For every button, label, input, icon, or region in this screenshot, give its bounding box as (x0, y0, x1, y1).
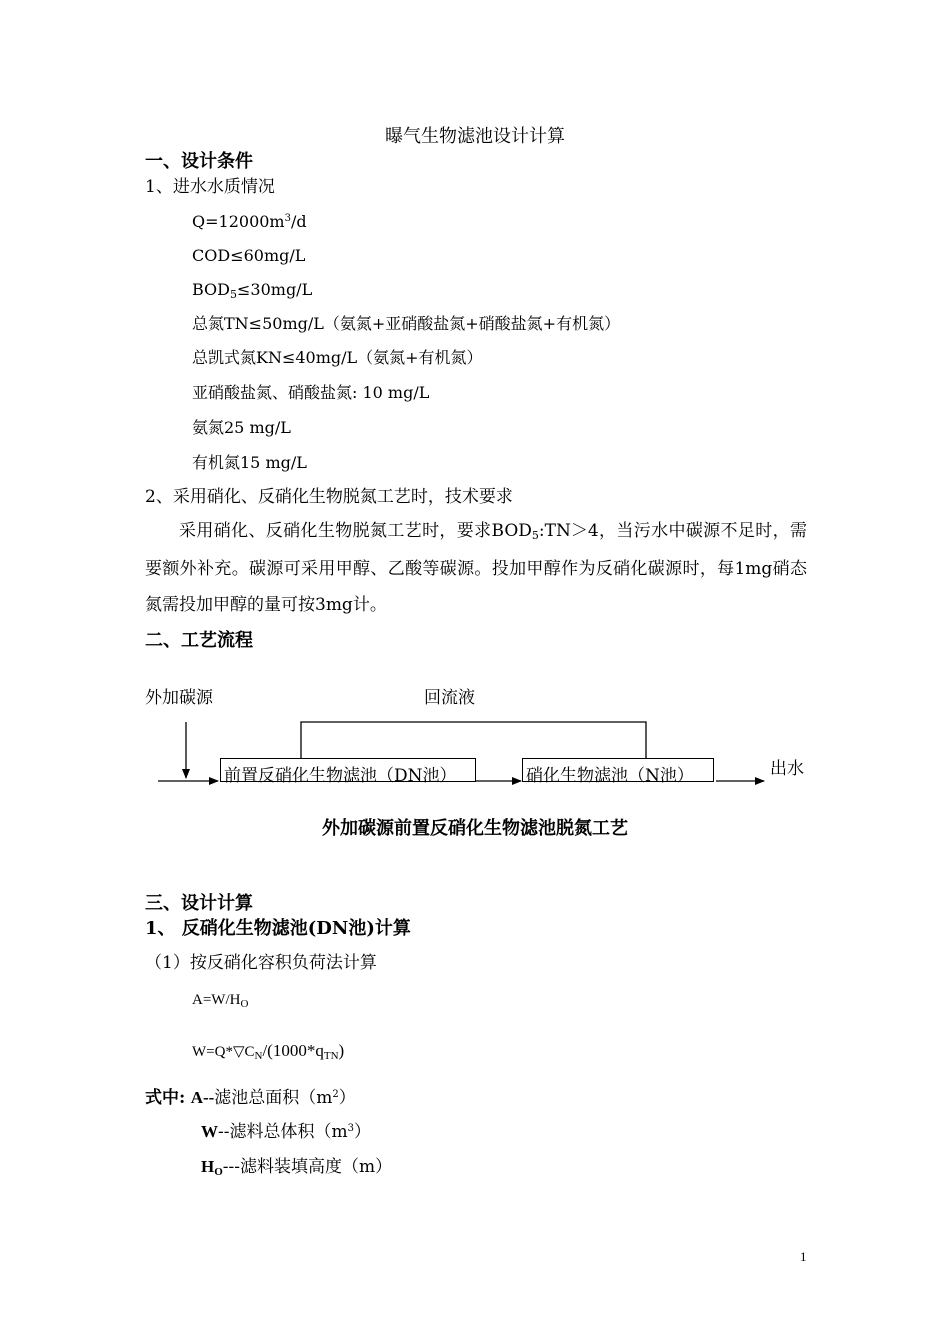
n-filter-box: 硝化生物滤池（N池） (522, 758, 714, 782)
equation-volume: $W=Q*▽C_N/(1000*q_{TN})$ (192, 1041, 345, 1062)
dn-filter-box: 前置反硝化生物滤池（DN池） (220, 758, 476, 782)
carbon-source-label: 外加碳源 (145, 688, 213, 708)
diagram-caption: 外加碳源前置反硝化生物滤池脱氮工艺 (322, 818, 628, 839)
flow-rate: $Q=12000m^3/d$ (192, 212, 307, 231)
section-2-heading: 二、工艺流程 (145, 630, 253, 651)
reflux-label: 回流液 (424, 688, 475, 708)
technical-requirements-paragraph: 采用硝化、反硝化生物脱氮工艺时，要求BOD5:TN＞4，当污水中碳源不足时，需要额外补充。碳源可采用甲醇、乙酸等碳源。投加甲醇作为反硝化碳源时，每1mg硝态氮需投加甲醇的量可按3mg计。 (145, 521, 807, 615)
section-1-heading: 一、设计条件 (145, 151, 253, 172)
document-title: 曝气生物滤池设计计算 (385, 126, 565, 147)
total-nitrogen-limit: 总氮TN≤50mg/L（氨氮+亚硝酸盐氮+硝酸盐氮+有机氮） (192, 314, 621, 333)
dn-filter-calc-heading: 1、 反硝化生物滤池(DN池)计算 (145, 918, 411, 939)
outlet-label: 出水 (770, 759, 804, 779)
technical-requirements-heading: 2、采用硝化、反硝化生物脱氮工艺时，技术要求 (145, 487, 513, 507)
bod-limit: BOD5≤30mg/L (192, 280, 313, 301)
cod-limit: COD≤60mg/L (192, 246, 306, 265)
kjeldahl-nitrogen-limit: 总凯式氮KN≤40mg/L（氨氮+有机氮） (192, 348, 483, 367)
page-number: 1 (800, 1249, 807, 1264)
nitrite-nitrate: 亚硝酸盐氮、硝酸盐氮: 10 mg/L (192, 383, 430, 402)
reflux-line (301, 722, 646, 758)
where-definitions-h: HO---滤料装填高度（m） (201, 1157, 393, 1178)
equation-area: $A=W/H_O$ (192, 992, 249, 1010)
volume-load-method: （1）按反硝化容积负荷法计算 (145, 953, 377, 973)
influent-quality-heading: 1、进水水质情况 (145, 177, 275, 197)
where-definitions-w: W--滤料总体积$(m^3)$ (201, 1122, 371, 1142)
ammonia-nitrogen: 氨氮25 mg/L (192, 418, 291, 437)
organic-nitrogen: 有机氮15 mg/L (192, 453, 307, 472)
where-definitions-a: 式中: A--滤池总面积$(m^2)$ (145, 1088, 356, 1108)
section-3-heading: 三、设计计算 (145, 893, 253, 914)
